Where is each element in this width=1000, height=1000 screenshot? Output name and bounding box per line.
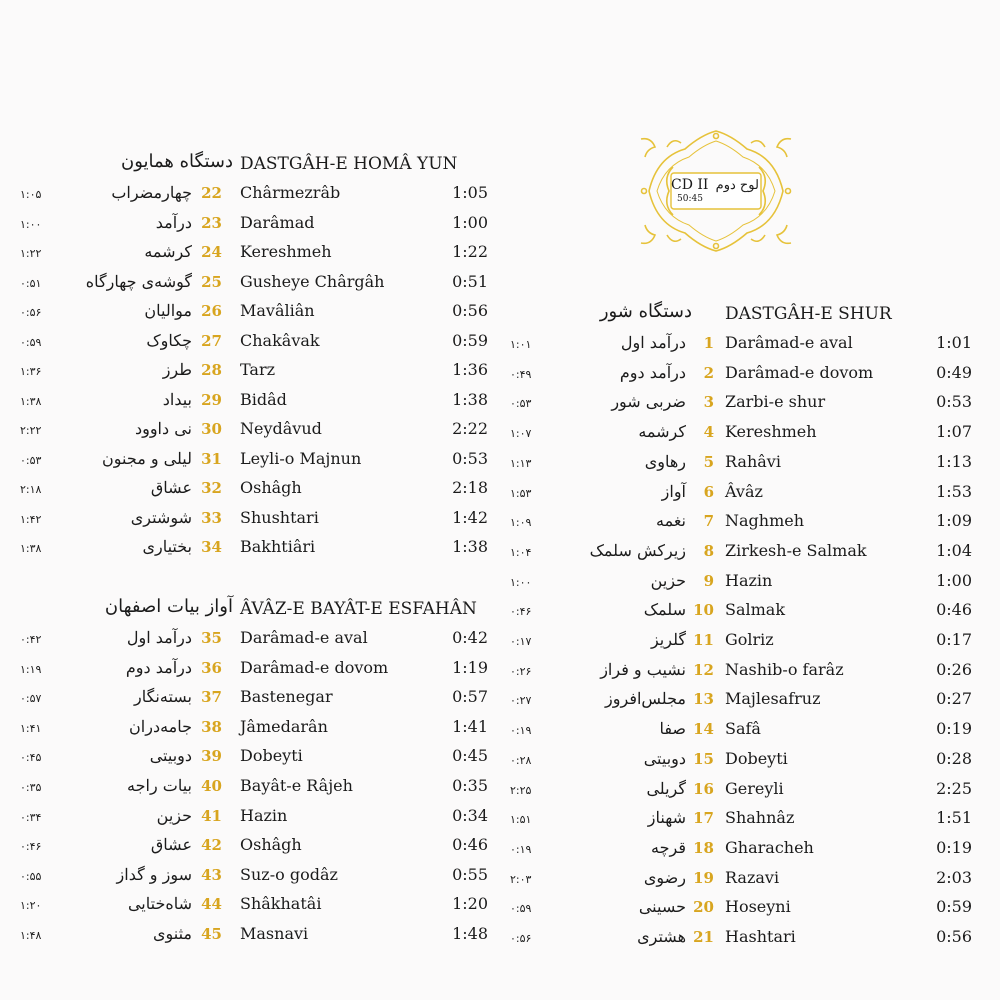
track-title-fa: شهناز xyxy=(647,808,686,828)
track-duration: 1:22 xyxy=(452,242,488,261)
track-duration-fa: ۰:۵۹ xyxy=(510,902,532,916)
track-number: 29 xyxy=(201,390,222,409)
track-duration-fa: ۱:۵۳ xyxy=(510,486,532,500)
track-row xyxy=(510,626,980,655)
track-title-fa: رهاوی xyxy=(644,451,686,471)
track-duration-fa: ۰:۳۵ xyxy=(20,781,42,794)
track-number: 30 xyxy=(201,420,222,438)
track-row xyxy=(20,713,490,742)
track-duration-fa: ۲:۲۵ xyxy=(510,783,532,797)
track-duration: 1:13 xyxy=(936,451,972,471)
track-title-fa: درآمد دوم xyxy=(619,362,686,382)
track-number: 2 xyxy=(703,363,714,382)
track-duration: 0:35 xyxy=(452,776,488,795)
track-title-en: Zirkesh-e Salmak xyxy=(725,540,867,560)
track-title-en: Darâmad xyxy=(240,212,315,232)
track-title-en: Neydâvud xyxy=(240,419,322,438)
track-number: 3 xyxy=(703,393,714,412)
track-duration-fa: ۰:۵۶ xyxy=(510,932,532,945)
track-number: 18 xyxy=(693,838,714,857)
track-title-fa: بختیاری xyxy=(142,537,192,556)
cd-badge-label: CD II xyxy=(671,177,709,193)
track-number: 10 xyxy=(693,601,714,620)
track-title-fa: حسینی xyxy=(638,897,686,917)
track-title-en: Oshâgh xyxy=(240,478,302,497)
track-number: 24 xyxy=(201,243,222,261)
track-title-fa: چکاوک xyxy=(146,330,192,350)
track-duration: 1:00 xyxy=(452,212,488,232)
track-duration: 0:59 xyxy=(452,330,488,350)
track-row xyxy=(510,775,980,804)
track-title-fa: بیداد xyxy=(162,389,192,409)
track-row xyxy=(510,656,980,685)
track-duration: 2:22 xyxy=(452,419,488,438)
track-number: 20 xyxy=(693,898,714,917)
section-title-fa: دستگاه همایون xyxy=(120,151,233,172)
track-title-en: Chakâvak xyxy=(240,330,320,350)
track-title-en: Darâmad-e dovom xyxy=(725,362,874,382)
track-number: 40 xyxy=(201,777,222,795)
track-title-fa: کرشمه xyxy=(638,422,686,442)
track-duration: 1:05 xyxy=(452,183,488,202)
track-number: 31 xyxy=(201,449,222,468)
track-row xyxy=(20,683,490,712)
track-number: 15 xyxy=(693,749,714,768)
track-duration-fa: ۰:۵۱ xyxy=(20,276,42,290)
track-title-en: Suz-o godâz xyxy=(240,864,338,884)
track-title-fa: گوشه‌ی چهارگاه xyxy=(85,271,192,291)
track-duration-fa: ۲:۱۸ xyxy=(20,483,42,496)
track-duration-fa: ۰:۴۲ xyxy=(20,633,42,646)
track-duration-fa: ۰:۴۹ xyxy=(510,367,532,381)
track-title-fa: حزین xyxy=(650,570,686,590)
track-duration: 0:19 xyxy=(936,837,972,857)
track-duration: 1:00 xyxy=(936,570,972,590)
section-title-fa: دستگاه شور xyxy=(599,301,692,322)
track-row xyxy=(510,478,980,507)
track-duration: 1:53 xyxy=(936,481,972,501)
track-duration: 0:45 xyxy=(452,746,488,766)
track-duration: 0:49 xyxy=(936,362,972,382)
track-duration-fa: ۱:۰۵ xyxy=(20,188,42,201)
track-duration-fa: ۲:۰۳ xyxy=(510,872,532,886)
section-title-en: DASTGÂH-E SHUR xyxy=(725,304,892,324)
track-title-en: Gusheye Chârgâh xyxy=(240,271,385,291)
track-row xyxy=(20,179,490,208)
track-duration: 1:42 xyxy=(452,507,488,527)
track-duration: 1:51 xyxy=(936,808,972,828)
track-duration-fa: ۰:۱۹ xyxy=(510,842,532,856)
track-number: 37 xyxy=(201,688,222,707)
track-title-fa: کرشمه xyxy=(144,242,192,261)
track-duration: 0:26 xyxy=(936,659,972,679)
track-row xyxy=(20,474,490,503)
track-row xyxy=(20,268,490,297)
track-duration: 1:41 xyxy=(452,716,488,736)
track-number: 5 xyxy=(703,452,714,471)
track-title-fa: نشیب و فراز xyxy=(600,659,686,679)
track-title-fa: حزین xyxy=(156,805,192,825)
track-duration: 2:18 xyxy=(452,478,488,497)
track-title-en: Chârmezrâb xyxy=(240,183,341,202)
track-duration: 1:38 xyxy=(452,537,488,556)
track-duration-fa: ۰:۱۹ xyxy=(510,724,532,738)
track-duration-fa: ۰:۴۵ xyxy=(20,751,42,765)
track-duration: 0:51 xyxy=(452,271,488,291)
track-duration: 0:19 xyxy=(936,719,972,739)
track-row xyxy=(510,923,980,952)
track-row xyxy=(510,893,980,922)
track-duration-fa: ۰:۳۴ xyxy=(20,810,42,824)
track-row xyxy=(510,685,980,714)
cd-badge-label-group xyxy=(671,175,761,211)
track-number: 6 xyxy=(703,482,714,501)
track-title-en: Jâmedarân xyxy=(240,716,328,736)
track-row xyxy=(510,329,980,358)
track-duration-fa: ۱:۰۱ xyxy=(510,338,532,351)
track-title-en: Hoseyni xyxy=(725,897,791,917)
track-duration-fa: ۰:۱۷ xyxy=(510,635,532,648)
track-title-fa: چهارمضراب xyxy=(111,183,192,202)
track-duration: 1:09 xyxy=(936,511,972,531)
track-duration: 0:42 xyxy=(452,628,488,647)
track-duration: 0:46 xyxy=(452,835,488,855)
track-duration: 1:38 xyxy=(452,389,488,409)
track-title-en: Majlesafruz xyxy=(725,689,821,709)
track-number: 17 xyxy=(693,809,714,828)
track-duration-fa: ۱:۰۴ xyxy=(510,545,532,559)
track-title-fa: شاه‌ختایی xyxy=(127,894,192,914)
track-title-fa: درآمد اول xyxy=(126,628,192,647)
track-number: 8 xyxy=(703,541,714,560)
track-duration-fa: ۱:۳۸ xyxy=(20,394,42,408)
track-duration-fa: ۱:۵۱ xyxy=(510,813,532,827)
track-number: 41 xyxy=(201,806,222,825)
track-number: 25 xyxy=(201,272,222,291)
track-title-en: Darâmad-e aval xyxy=(725,333,853,352)
section-title-en: ÂVÂZ-E BAYÂT-E ESFAHÂN xyxy=(240,599,477,619)
track-number: 44 xyxy=(201,895,222,914)
track-number: 45 xyxy=(201,925,222,943)
track-duration: 0:46 xyxy=(936,600,972,620)
track-duration: 1:04 xyxy=(936,540,972,560)
track-row xyxy=(510,448,980,477)
track-duration: 0:57 xyxy=(452,687,488,707)
track-duration: 0:53 xyxy=(936,392,972,412)
track-title-fa: موالیان xyxy=(144,301,192,320)
track-number: 34 xyxy=(201,538,222,556)
track-duration-fa: ۱:۲۰ xyxy=(20,899,42,913)
track-title-fa: آواز xyxy=(661,481,686,501)
track-title-fa: رضوی xyxy=(643,867,686,887)
track-number: 13 xyxy=(693,690,714,709)
track-row xyxy=(20,297,490,326)
track-row xyxy=(20,386,490,415)
track-title-en: Hazin xyxy=(240,805,288,825)
track-title-fa: دوبیتی xyxy=(149,746,192,766)
track-duration: 0:56 xyxy=(936,927,972,946)
track-title-en: Bayât-e Râjeh xyxy=(240,776,353,795)
track-title-fa: گریلی xyxy=(646,778,686,798)
track-number: 9 xyxy=(703,571,714,590)
track-title-en: Dobeyti xyxy=(240,746,303,766)
track-row xyxy=(510,804,980,833)
track-title-fa: سوز و گداز xyxy=(116,864,192,884)
section-title-fa: آواز بیات اصفهان xyxy=(104,596,233,617)
track-number: 7 xyxy=(703,512,714,531)
track-row xyxy=(510,834,980,863)
track-duration-fa: ۲:۲۲ xyxy=(20,424,42,437)
track-title-en: Gharacheh xyxy=(725,837,814,857)
track-number: 42 xyxy=(201,836,222,855)
track-row xyxy=(20,415,490,444)
track-duration-fa: ۱:۴۱ xyxy=(20,721,42,735)
track-title-en: Bakhtiâri xyxy=(240,537,316,556)
track-duration: 0:53 xyxy=(452,448,488,468)
track-duration: 1:19 xyxy=(452,657,488,677)
track-row xyxy=(510,507,980,536)
track-title-fa: عشاق xyxy=(150,835,192,855)
track-title-fa: بیات راجه xyxy=(127,776,192,795)
track-row xyxy=(20,504,490,533)
track-number: 1 xyxy=(703,334,714,352)
track-title-fa: صفا xyxy=(659,719,686,739)
track-title-en: Darâmad-e aval xyxy=(240,628,368,647)
track-number: 11 xyxy=(693,631,714,649)
track-row xyxy=(20,831,490,860)
track-title-en: Golriz xyxy=(725,630,774,649)
track-title-en: Hazin xyxy=(725,570,773,590)
track-row xyxy=(510,567,980,596)
track-duration-fa: ۰:۴۶ xyxy=(20,840,42,854)
track-duration: 0:27 xyxy=(936,689,972,709)
track-duration-fa: ۱:۰۰ xyxy=(510,575,532,589)
track-duration-fa: ۱:۰۹ xyxy=(510,516,532,530)
track-title-en: Âvâz xyxy=(725,481,763,501)
track-title-en: Nashib-o farâz xyxy=(725,659,844,679)
track-row xyxy=(510,864,980,893)
track-title-en: Kereshmeh xyxy=(725,422,817,442)
track-duration: 1:07 xyxy=(936,422,972,442)
track-title-fa: ضربی شور xyxy=(611,392,686,412)
track-duration-fa: ۰:۲۸ xyxy=(510,753,532,767)
track-duration-fa: ۱:۰۰ xyxy=(20,217,42,231)
track-title-en: Masnavi xyxy=(240,924,309,943)
track-duration-fa: ۰:۲۶ xyxy=(510,664,532,678)
track-title-en: Hashtari xyxy=(725,927,796,946)
track-title-fa: درآمد اول xyxy=(620,333,686,352)
cd-badge-duration: 50:45 xyxy=(677,194,703,204)
track-number: 23 xyxy=(201,213,222,232)
track-title-en: Mavâliân xyxy=(240,301,315,320)
track-title-en: Salmak xyxy=(725,600,786,620)
track-title-en: Oshâgh xyxy=(240,835,302,855)
track-row xyxy=(510,418,980,447)
track-title-en: Darâmad-e dovom xyxy=(240,657,389,677)
track-duration: 1:01 xyxy=(936,333,972,352)
track-number: 39 xyxy=(201,747,222,766)
track-row xyxy=(20,445,490,474)
track-title-fa: شوشتری xyxy=(130,507,192,527)
track-row xyxy=(510,596,980,625)
track-row xyxy=(20,327,490,356)
track-title-fa: نی داوود xyxy=(134,419,192,438)
track-title-en: Rahâvi xyxy=(725,451,781,471)
track-duration: 2:25 xyxy=(936,778,972,798)
track-duration: 0:34 xyxy=(452,805,488,825)
track-duration-fa: ۱:۴۸ xyxy=(20,929,42,942)
track-title-fa: جامه‌دران xyxy=(129,716,192,736)
track-number: 33 xyxy=(201,508,222,527)
track-duration: 0:28 xyxy=(936,748,972,768)
track-duration-fa: ۰:۵۳ xyxy=(510,397,532,411)
track-number: 19 xyxy=(693,868,714,887)
track-row xyxy=(20,654,490,683)
track-title-fa: نغمه xyxy=(656,511,686,531)
track-title-en: Bidâd xyxy=(240,389,287,409)
track-title-en: Leyli-o Majnun xyxy=(240,448,362,468)
track-title-fa: درآمد دوم xyxy=(125,657,192,677)
track-duration-fa: ۰:۵۹ xyxy=(20,335,42,349)
track-title-fa: سلمک xyxy=(643,600,686,620)
track-title-fa: لیلی و مجنون xyxy=(102,448,192,468)
track-title-en: Shâkhatâi xyxy=(240,894,322,914)
track-number: 16 xyxy=(693,779,714,798)
track-duration-fa: ۱:۰۷ xyxy=(510,427,532,441)
track-title-en: Razavi xyxy=(725,867,780,887)
track-duration-fa: ۰:۵۷ xyxy=(20,692,42,706)
track-duration-fa: ۱:۳۸ xyxy=(20,542,42,555)
track-duration-fa: ۰:۵۶ xyxy=(20,306,42,319)
track-row xyxy=(20,238,490,267)
track-number: 32 xyxy=(201,479,222,497)
track-duration: 0:55 xyxy=(452,864,488,884)
track-title-en: Safâ xyxy=(725,719,761,739)
track-title-fa: دوبیتی xyxy=(643,748,686,768)
track-duration: 1:36 xyxy=(452,360,488,379)
track-duration-fa: ۱:۱۳ xyxy=(510,456,532,470)
track-duration-fa: ۰:۵۵ xyxy=(20,869,42,883)
track-duration-fa: ۰:۵۳ xyxy=(20,453,42,467)
track-title-en: Shushtari xyxy=(240,507,319,527)
track-row xyxy=(20,772,490,801)
track-title-fa: زیرکش سلمک xyxy=(589,540,686,560)
track-title-fa: گلریز xyxy=(650,630,686,649)
track-row xyxy=(510,745,980,774)
track-title-en: Dobeyti xyxy=(725,748,788,768)
track-row xyxy=(20,802,490,831)
track-title-en: Tarz xyxy=(240,360,276,379)
track-title-fa: عشاق xyxy=(150,478,192,497)
track-title-en: Gereyli xyxy=(725,778,784,798)
track-row xyxy=(510,537,980,566)
track-number: 28 xyxy=(201,361,222,379)
track-row xyxy=(20,356,490,385)
track-duration-fa: ۰:۲۷ xyxy=(510,694,532,708)
track-number: 12 xyxy=(693,660,714,679)
track-number: 36 xyxy=(201,658,222,677)
track-row xyxy=(510,359,980,388)
track-duration-fa: ۱:۲۲ xyxy=(20,247,42,260)
track-number: 22 xyxy=(201,184,222,202)
track-title-en: Zarbi-e shur xyxy=(725,392,826,412)
track-number: 27 xyxy=(201,331,222,350)
track-duration: 0:17 xyxy=(936,630,972,649)
track-row xyxy=(20,209,490,238)
track-row xyxy=(20,920,490,949)
track-number: 43 xyxy=(201,865,222,884)
track-number: 21 xyxy=(693,928,714,946)
track-title-fa: قرچه xyxy=(651,837,686,857)
track-row xyxy=(20,890,490,919)
track-duration-fa: ۱:۴۲ xyxy=(20,512,42,526)
track-row xyxy=(20,861,490,890)
track-title-fa: طرز xyxy=(162,360,192,379)
track-number: 26 xyxy=(201,302,222,320)
track-row xyxy=(510,715,980,744)
track-number: 14 xyxy=(693,720,714,739)
track-row xyxy=(20,624,490,653)
track-title-en: Bastenegar xyxy=(240,687,333,707)
track-number: 38 xyxy=(201,717,222,736)
track-title-en: Kereshmeh xyxy=(240,242,332,261)
track-row xyxy=(510,388,980,417)
track-duration: 0:59 xyxy=(936,897,972,917)
track-title-en: Naghmeh xyxy=(725,511,805,531)
track-number: 35 xyxy=(201,629,222,647)
track-row xyxy=(20,533,490,562)
track-duration-fa: ۱:۱۹ xyxy=(20,662,42,676)
track-title-fa: مثنوی xyxy=(152,924,192,943)
track-title-fa: هشتری xyxy=(637,927,686,946)
track-number: 4 xyxy=(703,423,714,442)
section-title-en: DASTGÂH-E HOMÂ YUN xyxy=(240,154,458,174)
cd-badge-fa-label: لوح دوم xyxy=(715,178,759,193)
track-duration-fa: ۱:۳۶ xyxy=(20,365,42,378)
track-duration: 2:03 xyxy=(936,867,972,887)
track-title-en: Shahnâz xyxy=(725,808,795,828)
track-title-fa: درآمد xyxy=(155,212,192,232)
track-title-fa: بسته‌نگار xyxy=(133,687,192,707)
track-duration: 1:20 xyxy=(452,894,488,914)
track-duration: 1:48 xyxy=(452,924,488,943)
track-row xyxy=(20,742,490,771)
track-title-fa: مجلس‌افروز xyxy=(605,689,686,709)
track-duration: 0:56 xyxy=(452,301,488,320)
track-duration-fa: ۰:۴۶ xyxy=(510,605,532,619)
